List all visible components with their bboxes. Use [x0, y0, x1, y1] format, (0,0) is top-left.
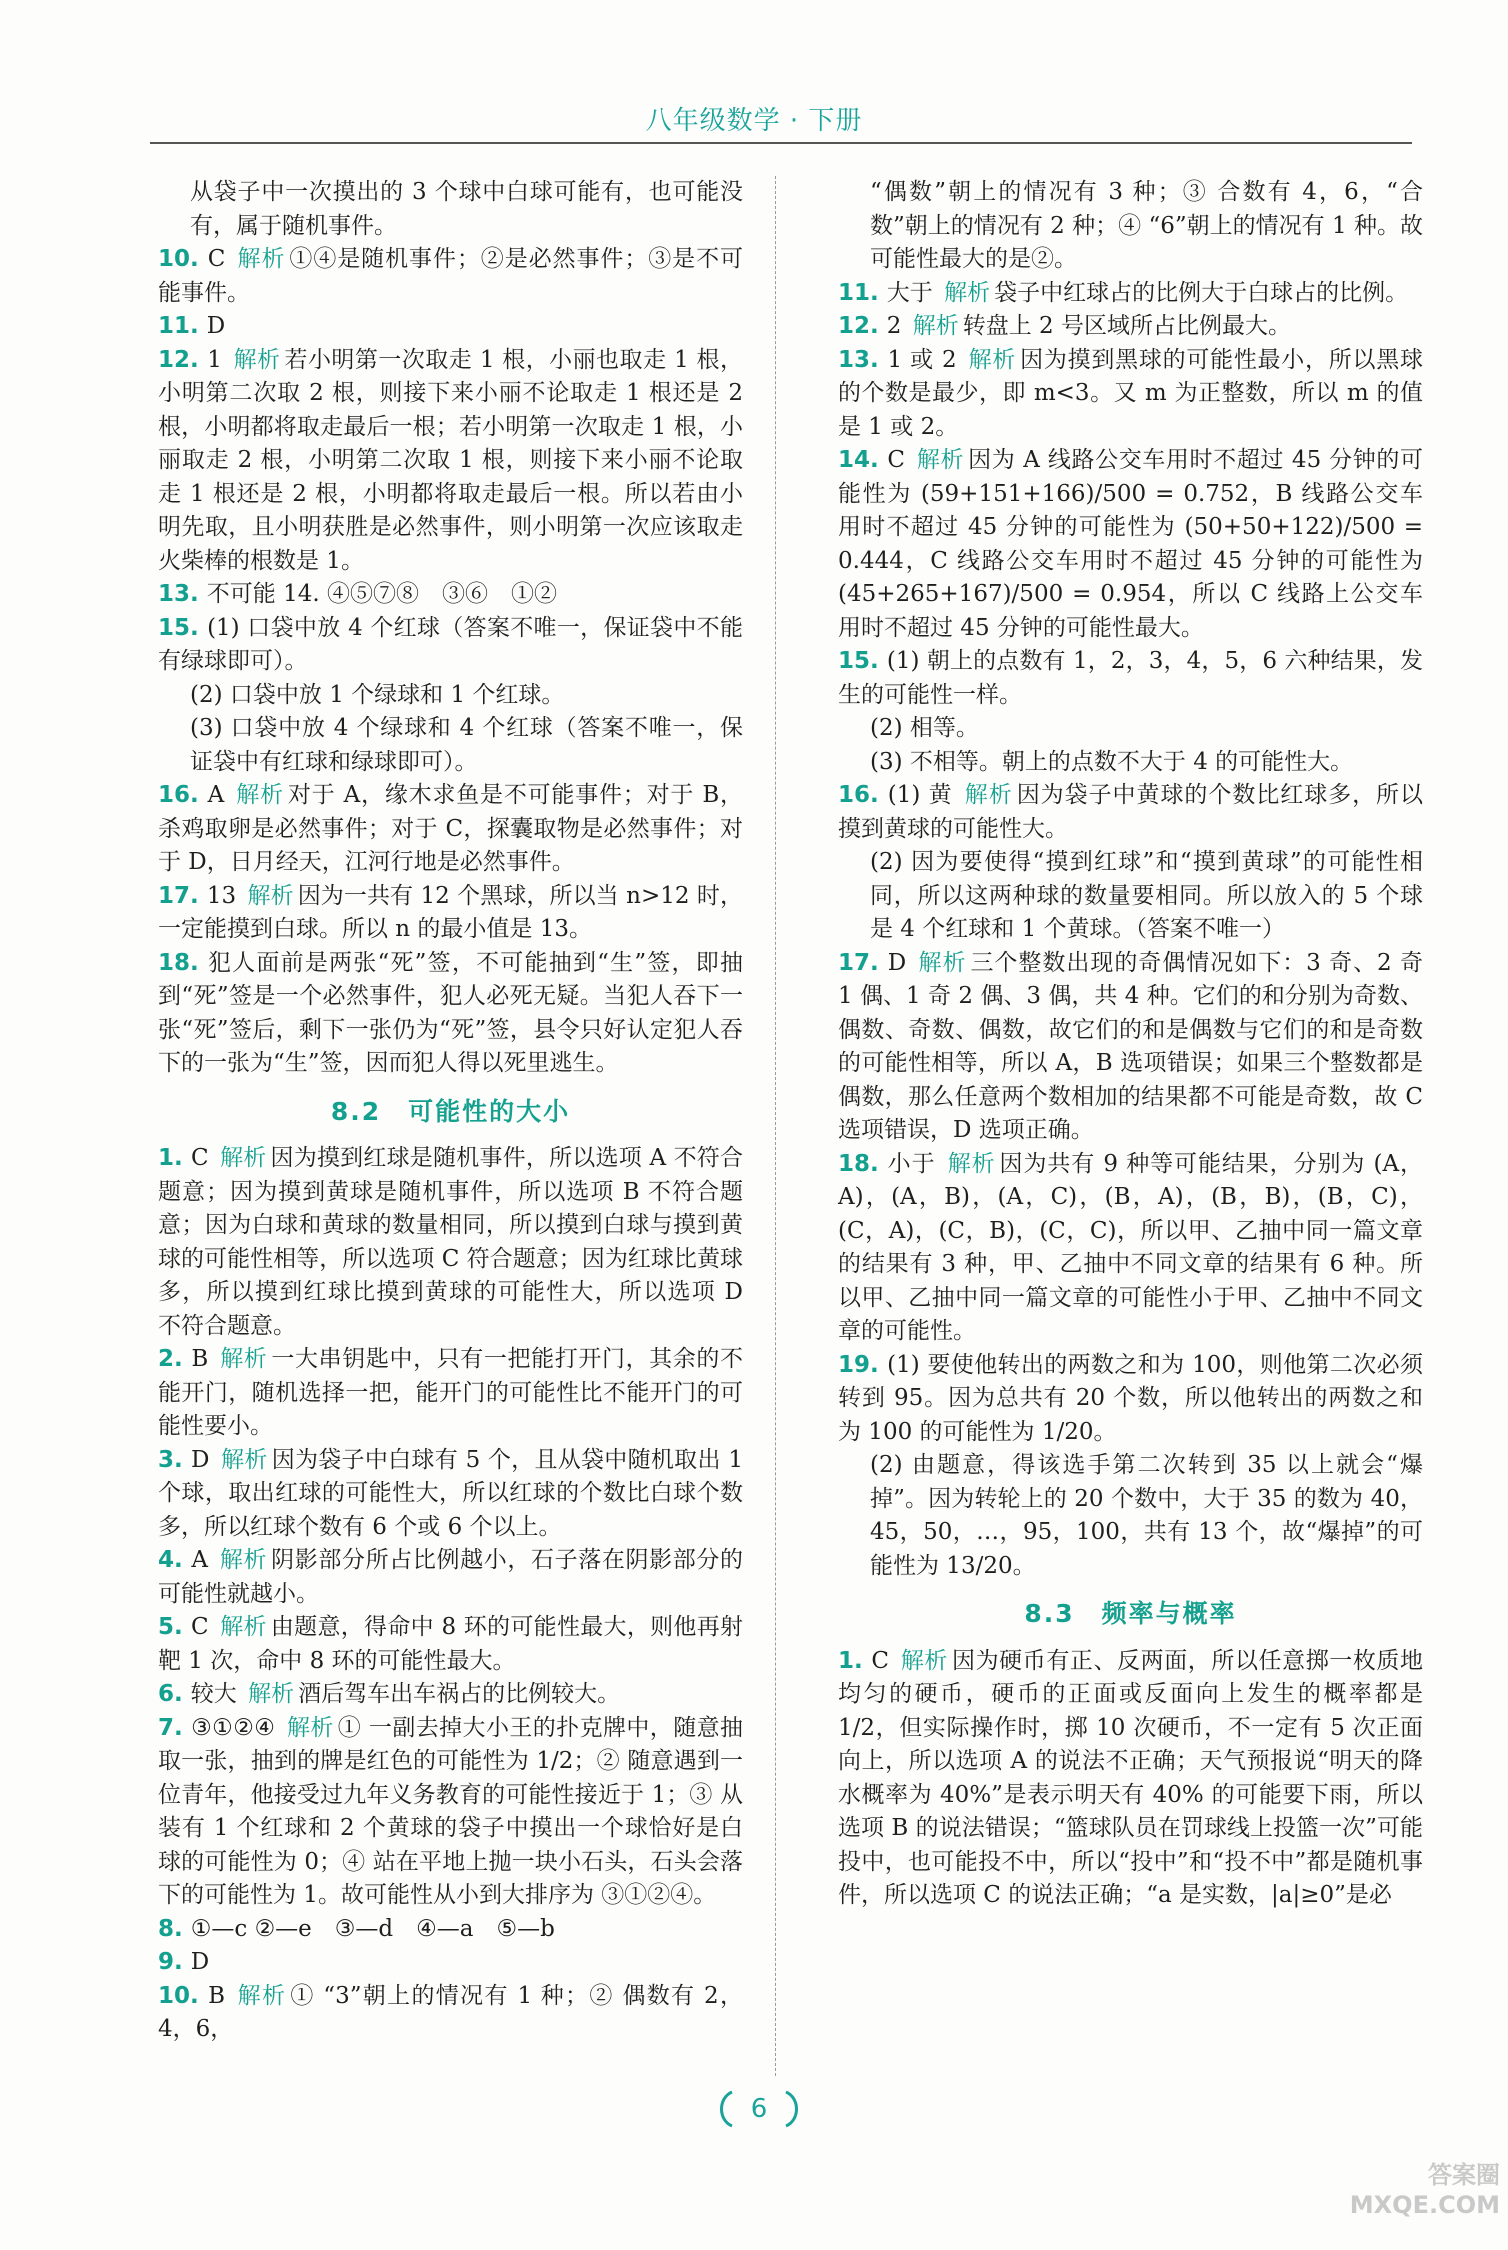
answer-continuation: (3) 口袋中放 4 个绿球和 4 个红球（答案不唯一，保证袋中有红球和绿球即可）。	[190, 715, 743, 775]
answer-value: D	[191, 1446, 218, 1473]
answer-explanation: 犯人面前是两张“死”签，不可能抽到“生”签，即抽到“死”签是一个必然事件，犯人必死无疑。当犯人吞下一张“死”签后，剩下一张仍为“死”签，县令只好认定犯人吞下的一张为“生”签，因而犯人得以死里逃生。	[158, 949, 743, 1076]
answer-value: B	[191, 1346, 217, 1372]
question-number: 6.	[158, 1681, 191, 1707]
answer-value: 大于	[886, 279, 941, 306]
answer-continuation: 从袋子中一次摸出的 3 个球中白球可能有，也可能没有，属于随机事件。	[190, 179, 743, 239]
answer-explanation: 因为袋子中黄球的个数比红球多，所以摸到黄球的可能性大。	[838, 782, 1424, 842]
question-number: 12.	[158, 346, 208, 373]
answer-value: D	[190, 1949, 210, 1975]
answer-continuation: (2) 由题意，得该选手第二次转到 35 以上就会“爆掉”。因为转轮上的 20 个数中，大于 35 的数为 40，45，50，…，95，100，共有 13 个，故“爆掉”的可能性为 13/20。	[870, 1452, 1423, 1579]
left-column	[158, 176, 743, 2047]
analysis-tag: 解析	[233, 346, 281, 373]
answer-value: C	[887, 447, 913, 473]
question-number: 12.	[838, 313, 887, 339]
answer-value: 不可能	[206, 581, 284, 607]
answer-value: C	[191, 1614, 217, 1640]
answer-item	[838, 1645, 1423, 1913]
question-number: 3.	[158, 1446, 192, 1473]
question-number: 11.	[158, 313, 207, 339]
answer-item	[158, 1913, 743, 1947]
answer-explanation: 因为一共有 12 个黑球，所以当 n>12 时，一定能摸到白球。所以 n 的最小值是 13。	[158, 882, 743, 942]
page-number	[714, 2086, 804, 2132]
answer-value: 小于	[887, 1150, 944, 1177]
answer-item	[158, 1712, 743, 1913]
question-number: 7.	[158, 1714, 192, 1741]
answer-continuation: (2) 口袋中放 1 个绿球和 1 个红球。	[190, 681, 565, 708]
answer-item	[838, 277, 1423, 311]
question-number: 16.	[158, 782, 208, 808]
answer-item	[158, 578, 743, 612]
answer-value: C	[207, 246, 234, 272]
question-number: 18.	[158, 949, 208, 976]
question-number: 9.	[158, 1949, 191, 1975]
analysis-tag: 解析	[237, 1982, 287, 2009]
question-number: 10.	[158, 1982, 209, 2009]
column-divider	[775, 176, 776, 2076]
answer-continuation: (2) 因为要使得“摸到红球”和“摸到黄球”的可能性相同，所以这两种球的数量要相同。所以放入的 5 个球是 4 个红球和 1 个黄球。（答案不唯一）	[870, 849, 1423, 942]
answer-item	[158, 880, 743, 947]
analysis-tag: 解析	[221, 1446, 268, 1473]
answer-explanation: 因为 A 线路公交车用时不超过 45 分钟的可能性为 (59+151+166)/500 = 0.752，B 线路公交车用时不超过 45 分钟的可能性为 (50+50+122)/500 = 0.444，C 线路公交车用时不超过 45 分钟的可能性为 (45+265+167)/500 = 0.954，所以 C 线路上公交车用时不超过 45 分钟的可能性最大。	[838, 447, 1423, 641]
answer-value: (1)	[207, 614, 248, 641]
question-number: 18.	[838, 1150, 888, 1177]
question-number: 16.	[838, 782, 888, 808]
answer-explanation: 由题意，得命中 8 环的可能性最大，则他再射靶 1 次，命中 8 环的可能性最大。	[158, 1614, 744, 1674]
watermark-line2: MXQE.COM	[1349, 2191, 1500, 2219]
answer-value: A	[207, 782, 233, 808]
answer-item	[838, 344, 1423, 445]
answer-value: A	[191, 1547, 216, 1573]
question-number: 10.	[158, 246, 208, 272]
answer-explanation: 要使他转出的两数之和为 100，则他第二次必须转到 95。因为总共有 20 个数，所以他转出的两数之和为 100 的可能性为 1/20。	[838, 1351, 1423, 1445]
analysis-tag: 解析	[220, 1346, 268, 1372]
section-heading: 8.3 频率与概率	[1024, 1599, 1237, 1628]
answer-item	[158, 612, 743, 679]
answer-item	[158, 1444, 743, 1545]
answer-explanation: 因为共有 9 种等可能结果，分别为 (A，A)，(A，B)，(A，C)，(B，A)，(B，B)，(B，C)，(C，A)，(C，B)，(C，C)，所以甲、乙抽中同一篇文章的结果有 3 种，甲、乙抽中不同文章的结果有 6 种。所以甲、乙抽中同一篇文章的可能性小于甲、乙抽中不同文章的可能性。	[838, 1150, 1424, 1344]
question-number: 13.	[838, 346, 888, 373]
answer-explanation: ②—e ③—d ④—a ⑤—b	[254, 1915, 555, 1942]
answer-explanation: 阴影部分所占比例越小，石子落在阴影部分的可能性就越小。	[158, 1547, 744, 1607]
answer-value: ①—c	[190, 1915, 255, 1942]
answer-value: (1) 黄	[887, 782, 961, 808]
answer-item	[158, 1946, 743, 1980]
answer-item	[158, 947, 743, 1081]
watermark-line1: 答案圈	[1428, 2161, 1500, 2189]
answer-explanation: 14. ④⑤⑦⑧ ③⑥ ①②	[283, 581, 557, 607]
analysis-tag: 解析	[947, 1150, 996, 1177]
answer-value: D	[206, 313, 226, 339]
question-number: 5.	[158, 1614, 192, 1640]
answer-explanation: 转盘上 2 号区域所占比例最大。	[962, 313, 1291, 339]
answer-value: 2	[886, 313, 909, 339]
answer-item	[158, 1678, 743, 1712]
analysis-tag: 解析	[237, 246, 286, 272]
answer-explanation: ①④是随机事件；②是必然事件；③是不可能事件。	[158, 246, 744, 306]
answer-continuation: (2) 相等。	[870, 715, 979, 741]
answer-explanation: 因为摸到黑球的可能性最小，所以黑球的个数是最少，即 m<3。又 m 为正整数，所以 m 的值是 1 或 2。	[838, 346, 1424, 440]
header-rule	[150, 142, 1412, 144]
answer-explanation: 口袋中放 4 个红球（答案不唯一，保证袋中不能有绿球即可）。	[158, 614, 743, 674]
analysis-tag: 解析	[968, 346, 1017, 373]
analysis-tag: 解析	[964, 782, 1013, 808]
question-number: 15.	[158, 614, 208, 641]
analysis-tag: 解析	[247, 882, 294, 909]
answer-value: 1 或 2	[887, 346, 965, 373]
answer-explanation: ① 一副去掉大小王的扑克牌中，随意抽取一张，抽到的牌是红色的可能性为 1/2；② 随意遇到一位青年，他接受过九年义务教育的可能性接近于 1；③ 从装有 1 个红球和 2 个黄球的袋子中摸出一个球恰好是白球的可能性为 0；④ 站在平地上抛一块小石头，石头会落下的可能性为 1。故可能性从小到大排序为 ③①②④。	[158, 1714, 744, 1908]
section-heading: 8.2 可能性的大小	[330, 1096, 571, 1126]
question-number: 1.	[158, 1145, 191, 1171]
answer-value: C	[190, 1145, 217, 1171]
analysis-tag: 解析	[912, 313, 959, 339]
answer-value: ③①②④	[191, 1714, 283, 1741]
answer-explanation: 一大串钥匙中，只有一把能打开门，其余的不能开门，随机选择一把，能开门的可能性比不能开门的可能性要小。	[158, 1346, 744, 1439]
running-title: 八年级数学 · 下册	[645, 106, 863, 136]
analysis-tag: 解析	[900, 1647, 948, 1674]
question-number: 11.	[838, 279, 887, 306]
analysis-tag: 解析	[286, 1714, 334, 1741]
page-number-text: 6	[750, 2094, 768, 2124]
question-number: 15.	[838, 648, 887, 674]
answer-explanation: 因为袋子中白球有 5 个，且从袋中随机取出 1 个球，取出红球的可能性大，所以红球的个数比白球个数多，所以红球个数有 6 个或 6 个以上。	[158, 1446, 744, 1540]
answer-explanation: 对于 A，缘木求鱼是不可能事件；对于 B，杀鸡取卵是必然事件；对于 C，探囊取物是必然事件；对于 D，日月经天，江河行地是必然事件。	[158, 782, 744, 875]
right-column	[838, 176, 1423, 1913]
question-number: 13.	[158, 581, 207, 607]
page-number-ornament	[714, 2086, 804, 2132]
answer-explanation: 因为摸到红球是随机事件，所以选项 A 不符合题意；因为摸到黄球是随机事件，所以选项 B 不符合题意；因为白球和黄球的数量相同，所以摸到白球与摸到黄球的可能性相等，所以选项 C 符合题意；因为红球比黄球多，所以摸到红球比摸到黄球的可能性大，所以选项 D 不符合题意。	[158, 1145, 744, 1339]
analysis-tag: 解析	[236, 782, 284, 808]
analysis-tag: 解析	[944, 279, 991, 306]
answer-item	[158, 1544, 743, 1611]
analysis-tag: 解析	[219, 1547, 268, 1573]
answer-explanation: 因为硬币有正、反两面，所以任意掷一枚质地均匀的硬币，硬币的正面或反面向上发生的概率都是 1/2，但实际操作时，掷 10 次硬币，不一定有 5 次正面向上，所以选项 A 的说法不正确；天气预报说“明天的降水概率为 40%”是表示明天有 40% 的可能要下雨，所以选项 B 的说法错误；“篮球队员在罚球线上投篮一次”可能投中，也可能投不中，所以“投中”和“投不中”都是随机事件，所以选项 C 的说法正确；“a 是实数，|a|≥0”是必	[838, 1647, 1424, 1908]
answer-item	[158, 779, 743, 880]
answer-item	[838, 1349, 1423, 1450]
answer-explanation: 若小明第一次取走 1 根，小丽也取走 1 根，小明第二次取 2 根，则接下来小丽不论取走 1 根还是 2 根，小明都将取走最后一根；若小明第一次取走 1 根，小丽取走 2 根，小明第二次取 1 根，则接下来小丽不论取走 1 根还是 2 根，小明都将取走最后一根。所以若由小明先取，且小明获胜是必然事件，则小明第一次应该取走火柴棒的根数是 1。	[158, 346, 743, 574]
analysis-tag: 解析	[220, 1614, 267, 1640]
answer-explanation: 酒后驾车出车祸占的比例较大。	[298, 1681, 621, 1707]
answer-item	[158, 1980, 743, 2047]
analysis-tag: 解析	[916, 447, 965, 473]
answer-value: (1)	[887, 1351, 928, 1378]
answer-explanation: ① “3”朝上的情况有 1 种；② 偶数有 2，4，6，	[158, 1982, 743, 2042]
answer-value: C	[871, 1647, 897, 1674]
question-number: 17.	[158, 882, 207, 909]
answer-item	[838, 645, 1423, 712]
question-number: 8.	[158, 1915, 191, 1942]
answer-explanation: 三个整数出现的奇偶情况如下：3 奇、2 奇 1 偶、1 奇 2 偶、3 偶，共 4 种。它们的和分别为奇数、偶数、奇数、偶数，故它们的和是偶数与它们的和是奇数的可能性相等，所以 A，B 选项错误；如果三个整数都是偶数，那么任意两个数相加的结果都不可能是奇数，故 C 选项错误，D 选项正确。	[838, 949, 1423, 1143]
analysis-tag: 解析	[220, 1145, 267, 1171]
answer-item	[838, 1148, 1423, 1349]
analysis-tag: 解析	[248, 1681, 295, 1707]
question-number: 19.	[838, 1351, 888, 1378]
answer-item	[158, 1611, 743, 1678]
answer-item	[838, 444, 1423, 645]
analysis-tag: 解析	[918, 949, 967, 976]
answer-item	[158, 310, 743, 344]
question-number: 1.	[838, 1647, 872, 1674]
question-number: 4.	[158, 1547, 192, 1573]
answer-value: 1	[207, 346, 230, 373]
answer-value: 较大	[190, 1681, 245, 1707]
answer-item	[158, 1142, 743, 1343]
answer-item	[838, 947, 1423, 1148]
answer-value: 13	[206, 882, 244, 909]
answer-item	[838, 310, 1423, 344]
question-number: 2.	[158, 1346, 192, 1372]
answer-item	[838, 779, 1423, 846]
page-header	[0, 0, 1508, 150]
answer-item	[158, 1343, 743, 1444]
question-number: 14.	[838, 447, 888, 473]
answer-item	[158, 344, 743, 579]
answer-value: B	[208, 1982, 234, 2009]
answer-explanation: 朝上的点数有 1，2，3，4，5，6 六种结果，发生的可能性一样。	[838, 648, 1424, 708]
answer-value: (1)	[886, 648, 927, 674]
watermark-logo	[1300, 2160, 1500, 2240]
answer-item	[158, 243, 743, 310]
answer-value: D	[887, 949, 915, 976]
question-number: 17.	[838, 949, 888, 976]
answer-explanation: 袋子中红球占的比例大于白球占的比例。	[994, 279, 1409, 306]
answer-continuation: “偶数”朝上的情况有 3 种；③ 合数有 4，6，“合数”朝上的情况有 2 种；④ “6”朝上的情况有 1 种。故可能性最大的是②。	[870, 179, 1423, 272]
answer-continuation: (3) 不相等。朝上的点数不大于 4 的可能性大。	[870, 748, 1354, 775]
